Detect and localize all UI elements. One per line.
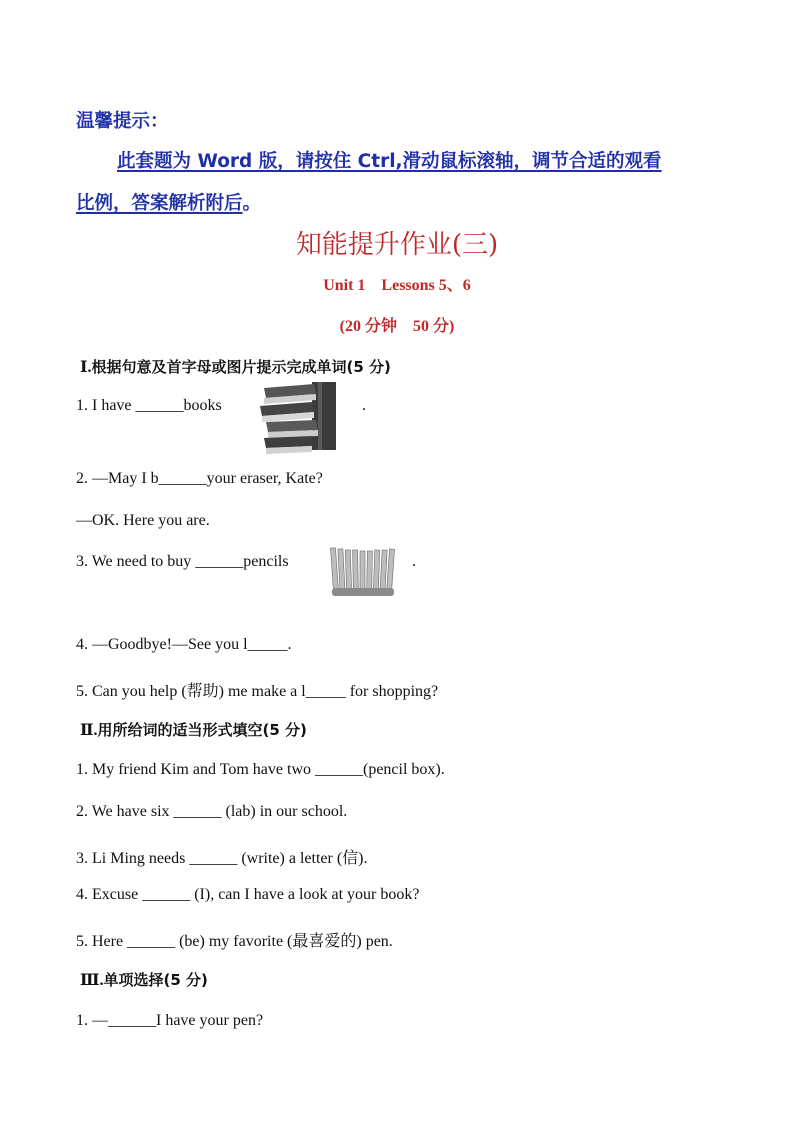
section-2-heading: Ⅱ.用所给词的适当形式填空(5 分)	[80, 721, 307, 739]
books-icon	[254, 380, 340, 456]
question-2-1: 1. My friend Kim and Tom have two ______(pencil box).	[76, 761, 445, 778]
pencils-icon	[328, 544, 402, 600]
tip-line-2: 比例，答案解析附后。	[76, 193, 262, 214]
question-2-3: 3. Li Ming needs ______ (write) a letter (信).	[76, 850, 368, 867]
question-1-3-end: .	[412, 553, 416, 570]
tip-heading: 温馨提示：	[76, 111, 169, 132]
question-2-5: 5. Here ______ (be) my favorite (最喜爱的) pen.	[76, 933, 393, 950]
tip-line-1: 此套题为 Word 版，请按住 Ctrl,滑动鼠标滚轴，调节合适的观看	[117, 151, 662, 172]
books-picture	[254, 380, 340, 456]
question-1-2-answer: —OK. Here you are.	[76, 512, 210, 529]
section-1-heading: Ⅰ.根据句意及首字母或图片提示完成单词(5 分)	[80, 358, 391, 376]
question-1-2: 2. —May I b______your eraser, Kate?	[76, 470, 323, 487]
question-1-4: 4. —Goodbye!—See you l_____.	[76, 636, 292, 653]
question-1-1-end: .	[362, 397, 366, 414]
question-3-1: 1. —______I have your pen?	[76, 1012, 264, 1029]
page-title: 知能提升作业(三)	[295, 230, 499, 260]
question-2-2: 2. We have six ______ (lab) in our school.	[76, 803, 348, 820]
question-2-4: 4. Excuse ______ (I), can I have a look at your book?	[76, 886, 420, 903]
section-3-heading: Ⅲ.单项选择(5 分)	[80, 971, 208, 989]
pencils-picture	[328, 544, 402, 600]
page-subtitle: Unit 1 Lessons 5、6	[323, 277, 471, 294]
question-1-3: 3. We need to buy ______pencils	[76, 553, 289, 570]
question-1-5: 5. Can you help (帮助) me make a l_____ for shopping?	[76, 683, 439, 700]
time-score: (20 分钟 50 分)	[339, 318, 455, 335]
question-1-1: 1. I have ______books	[76, 397, 222, 414]
